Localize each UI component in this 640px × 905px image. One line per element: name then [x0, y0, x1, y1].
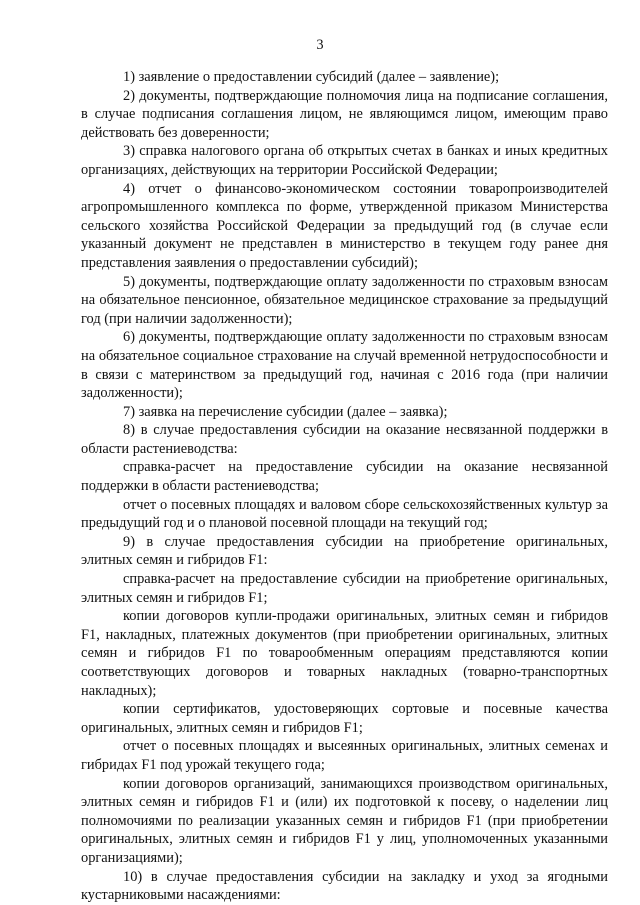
paragraph-item-7: 7) заявка на перечисление субсидии (далее – заявка); — [123, 403, 448, 420]
paragraph-item-1: 1) заявление о предоставлении субсидий (далее – заявление); — [123, 69, 500, 85]
paragraph-item-4: 4) отчет о финансово-экономическом состоянии товаропроизводителей агропромышленного комплекса по форме, утвержденной приказом Министерства сельского хозяйства Российской Федерации за предыдущий год (в случае если указанный документ не представлен в министерство в текущем году ранее дня представления заявления о предоставлении субсидий); — [81, 180, 608, 271]
document-body — [81, 68, 608, 905]
paragraph-item-6: 6) документы, подтверждающие оплату задолженности по страховым взносам на обязательное социальное страхование на случай временной нетрудоспособности и в связи с материнством за предыдущий год, начиная с 2016 года (при наличии задолженности); — [81, 329, 608, 402]
paragraph-subitem-8b: отчет о посевных площадях и валовом сборе сельскохозяйственных культур за предыдущий год и о плановой посевной площади на текущий год; — [81, 496, 608, 532]
paragraph-subitem-9a: справка-расчет на предоставление субсидии на приобретение оригинальных, элитных семян и гибридов F1; — [81, 571, 608, 606]
page-number: 3 — [316, 37, 324, 53]
paragraph-item-9: 9) в случае предоставления субсидии на приобретение оригинальных, элитных семян и гибридов F1: — [81, 533, 608, 569]
paragraph-subitem-9b: копии договоров купли-продажи оригинальных, элитных семян и гибридов F1, накладных, платежных документов (при приобретении оригинальных, элитных семян и гибридов F1 по товарообменным операциям представляются копии соответствующих договоров и товарных накладных (товарно-транспортных накладных); — [81, 608, 608, 699]
paragraph-item-8: 8) в случае предоставления субсидии на оказание несвязанной поддержки в области растениеводства: — [81, 422, 608, 457]
paragraph-subitem-9d: отчет о посевных площадях и высеянных оригинальных, элитных семенах и гибридах F1 под урожай текущего года; — [81, 738, 608, 773]
paragraph-subitem-9c: копии сертификатов, удостоверяющих сортовые и посевные качества оригинальных, элитных семян и гибридов F1; — [81, 701, 608, 736]
paragraph-item-2: 2) документы, подтверждающие полномочия лица на подписание соглашения, в случае подписания соглашения лицом, не являющимся лицом, имеющим право действовать без доверенности; — [81, 87, 608, 141]
paragraph-item-10: 10) в случае предоставления субсидии на закладку и уход за ягодными кустарниковыми насаждениями: — [81, 868, 608, 904]
paragraph-item-5: 5) документы, подтверждающие оплату задолженности по страховым взносам на обязательное пенсионное, обязательное медицинское страхование за предыдущий год (при наличии задолженности); — [81, 273, 608, 327]
paragraph-subitem-9e: копии договоров организаций, занимающихся производством оригинальных, элитных семян и гибридов F1 и (или) их подготовкой к посеву, о наделении лиц полномочиями по реализации указанных семян и гибридов F1 (при приобретении оригинальных, элитных семян и гибридов F1 у лиц, уполномоченных указанными организациями); — [81, 775, 608, 866]
paragraph-item-3: 3) справка налогового органа об открытых счетах в банках и иных кредитных организациях, действующих на территории Российской Федерации; — [81, 143, 608, 178]
paragraph-subitem-8a: справка-расчет на предоставление субсидии на оказание несвязанной поддержки в области растениеводства; — [81, 459, 608, 495]
